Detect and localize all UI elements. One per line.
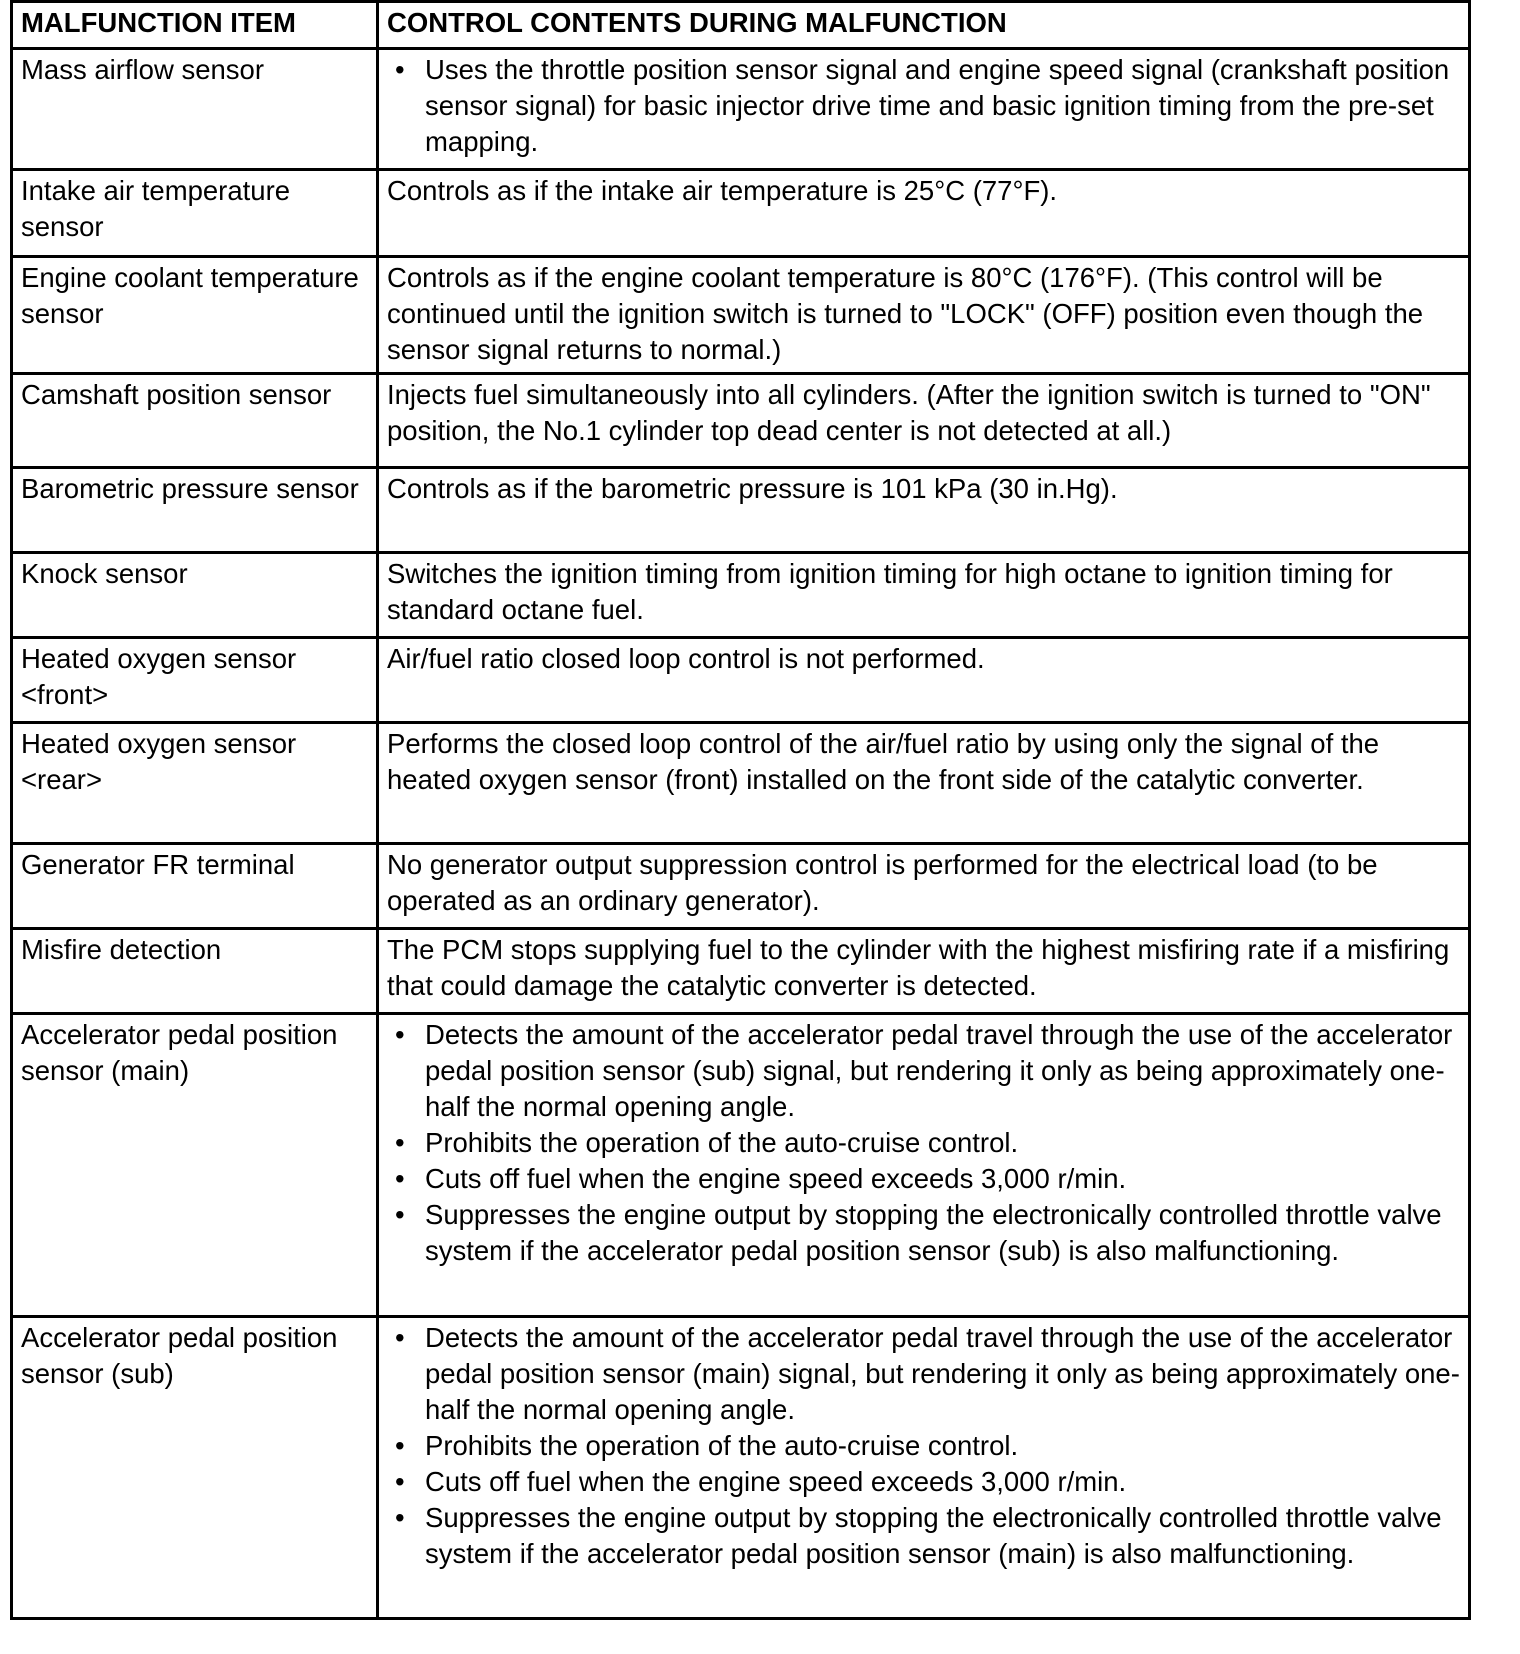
bullet-item: • Prohibits the operation of the auto-cruise control. bbox=[387, 1125, 1460, 1161]
table-row bbox=[12, 170, 1470, 257]
header-malfunction-item: MALFUNCTION ITEM bbox=[12, 2, 378, 49]
control-contents-cell: No generator output suppression control is performed for the electrical load (to be operated as an ordinary generator). bbox=[378, 844, 1470, 929]
control-contents-cell: Controls as if the engine coolant temperature is 80°C (176°F). (This control will be continued until the ignition switch is turned to "LOCK" (OFF) position even though the sensor signal returns to normal.) bbox=[378, 257, 1470, 374]
control-contents-cell: Performs the closed loop control of the air/fuel ratio by using only the signal of the heated oxygen sensor (front) installed on the front side of the catalytic converter. bbox=[378, 723, 1470, 844]
bullet-item: • Uses the throttle position sensor signal and engine speed signal (crankshaft position sensor signal) for basic injector drive time and basic ignition timing from the pre-set mapping. bbox=[387, 52, 1460, 160]
control-contents-cell: Controls as if the barometric pressure is 101 kPa (30 in.Hg). bbox=[378, 468, 1470, 553]
malfunction-item-cell: Accelerator pedal position sensor (sub) bbox=[12, 1317, 378, 1619]
malfunction-item-cell: Heated oxygen sensor <front> bbox=[12, 638, 378, 723]
table-row bbox=[12, 374, 1470, 468]
table-row bbox=[12, 1317, 1470, 1619]
table-row bbox=[12, 49, 1470, 170]
bullet-item: • Suppresses the engine output by stopping the electronically controlled throttle valve system if the accelerator pedal position sensor (main) is also malfunctioning. bbox=[387, 1500, 1460, 1572]
malfunction-item-cell: Accelerator pedal position sensor (main) bbox=[12, 1014, 378, 1317]
table-row bbox=[12, 929, 1470, 1014]
malfunction-item-cell: Misfire detection bbox=[12, 929, 378, 1014]
control-contents-cell bbox=[378, 1317, 1470, 1619]
malfunction-item-cell: Generator FR terminal bbox=[12, 844, 378, 929]
bullet-item: • Detects the amount of the accelerator pedal travel through the use of the accelerator pedal position sensor (sub) signal, but rendering it only as being approximately one-half the normal opening angle. bbox=[387, 1017, 1460, 1125]
malfunction-item-cell: Heated oxygen sensor <rear> bbox=[12, 723, 378, 844]
control-contents-cell: Controls as if the intake air temperature is 25°C (77°F). bbox=[378, 170, 1470, 257]
table-row bbox=[12, 844, 1470, 929]
bullet-item: • Detects the amount of the accelerator pedal travel through the use of the accelerator pedal position sensor (main) signal, but rendering it only as being approximately one-half the normal opening angle. bbox=[387, 1320, 1460, 1428]
bullet-item: • Prohibits the operation of the auto-cruise control. bbox=[387, 1428, 1460, 1464]
bullet-list bbox=[387, 1017, 1460, 1269]
control-contents-cell: Switches the ignition timing from ignition timing for high octane to ignition timing for standard octane fuel. bbox=[378, 553, 1470, 638]
bullet-list bbox=[387, 1320, 1460, 1572]
malfunction-item-cell: Knock sensor bbox=[12, 553, 378, 638]
malfunction-item-cell: Camshaft position sensor bbox=[12, 374, 378, 468]
control-contents-cell bbox=[378, 49, 1470, 170]
bullet-item: • Suppresses the engine output by stopping the electronically controlled throttle valve system if the accelerator pedal position sensor (sub) is also malfunctioning. bbox=[387, 1197, 1460, 1269]
table-row bbox=[12, 468, 1470, 553]
bullet-item: • Cuts off fuel when the engine speed exceeds 3,000 r/min. bbox=[387, 1464, 1460, 1500]
table-row bbox=[12, 723, 1470, 844]
control-contents-cell: Injects fuel simultaneously into all cylinders. (After the ignition switch is turned to "ON" position, the No.1 cylinder top dead center is not detected at all.) bbox=[378, 374, 1470, 468]
malfunction-item-cell: Mass airflow sensor bbox=[12, 49, 378, 170]
document-page bbox=[10, 0, 1471, 1620]
table-header-row bbox=[12, 2, 1470, 49]
bullet-item: • Cuts off fuel when the engine speed exceeds 3,000 r/min. bbox=[387, 1161, 1460, 1197]
header-control-contents: CONTROL CONTENTS DURING MALFUNCTION bbox=[378, 2, 1470, 49]
table-row bbox=[12, 638, 1470, 723]
malfunction-item-cell: Engine coolant temperature sensor bbox=[12, 257, 378, 374]
malfunction-control-table bbox=[10, 0, 1471, 1620]
bullet-list bbox=[387, 52, 1460, 160]
malfunction-item-cell: Intake air temperature sensor bbox=[12, 170, 378, 257]
control-contents-cell bbox=[378, 1014, 1470, 1317]
table-row bbox=[12, 553, 1470, 638]
control-contents-cell: The PCM stops supplying fuel to the cylinder with the highest misfiring rate if a misfiring that could damage the catalytic converter is detected. bbox=[378, 929, 1470, 1014]
malfunction-item-cell: Barometric pressure sensor bbox=[12, 468, 378, 553]
table-row bbox=[12, 1014, 1470, 1317]
control-contents-cell: Air/fuel ratio closed loop control is not performed. bbox=[378, 638, 1470, 723]
table-row bbox=[12, 257, 1470, 374]
